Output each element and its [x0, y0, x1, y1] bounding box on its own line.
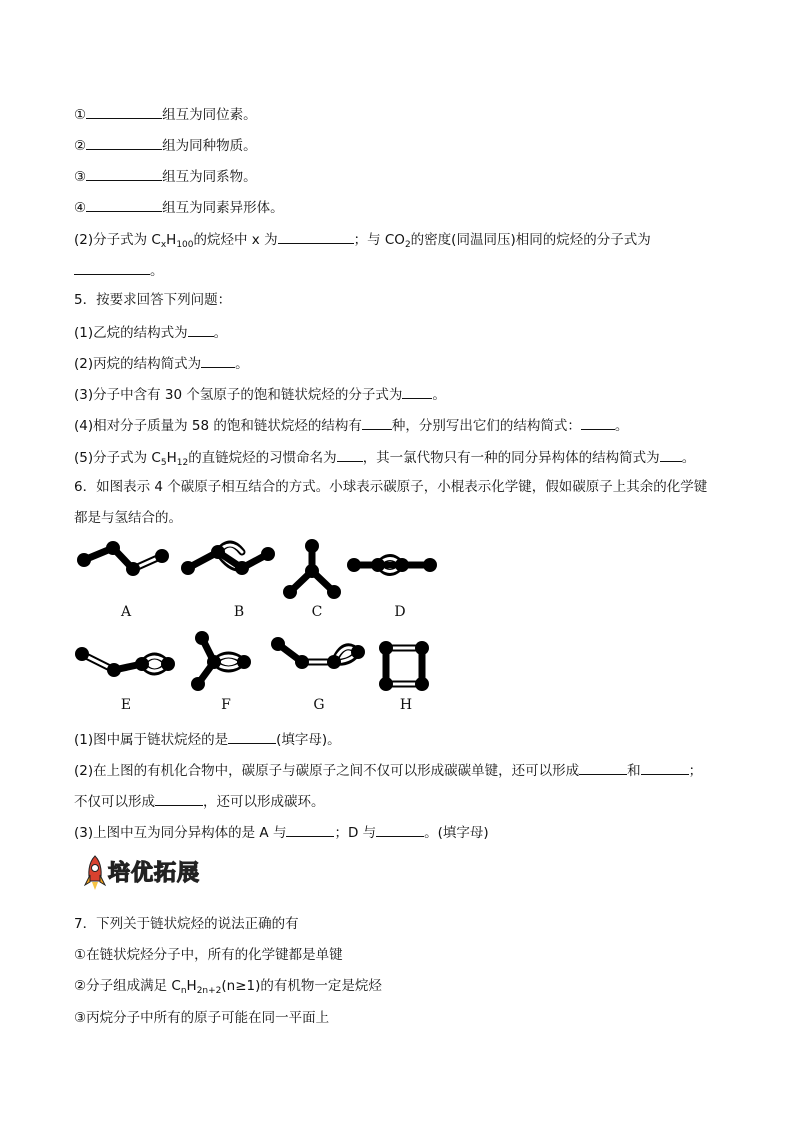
q5-part4 [74, 415, 628, 435]
text: (2)分子式为 C [74, 232, 161, 248]
answer-blank[interactable] [660, 447, 682, 462]
text: (2)丙烷的结构简式为 [74, 356, 202, 372]
q7-statement-2 [74, 977, 382, 995]
circled-marker: ② [74, 138, 87, 154]
answer-blank[interactable] [188, 322, 214, 337]
text: ；与 CO [353, 232, 405, 248]
text: (1)乙烷的结构式为 [74, 325, 188, 341]
molecule-b [180, 536, 280, 580]
q5-part3 [74, 384, 446, 404]
text: (4)相对分子质量为 58 的饱和链状烷烃的结构有 [74, 418, 362, 434]
answer-blank[interactable] [74, 260, 150, 275]
q4-item-2 [74, 135, 257, 155]
text: (1)图中属于链状烷烃的是 [74, 732, 229, 748]
q4-part2 [74, 229, 651, 249]
subscript: n [180, 986, 187, 996]
item-text: 组为同种物质。 [162, 138, 257, 154]
q4-part2-cont [74, 260, 164, 280]
subscript: 100 [176, 240, 194, 250]
label-d: D [394, 604, 406, 620]
text: (2)在上图的有机化合物中，碳原子与碳原子之间不仅可以形成碳碳单键，还可以形成 [74, 763, 580, 779]
molecule-c [280, 538, 344, 602]
q6-part1 [74, 729, 341, 749]
text: (n≥1)的有机物一定是烷烃 [221, 978, 382, 994]
q6-part3 [74, 822, 489, 842]
q4-item-3 [74, 166, 257, 186]
answer-blank[interactable] [86, 104, 162, 119]
answer-blank[interactable] [376, 822, 424, 837]
q5-part5 [74, 447, 695, 467]
text: ，其一氯代物只有一种的同分异构体的结构简式为 [362, 450, 660, 466]
text: ，还可以形成碳环。 [203, 794, 325, 810]
rocket-icon [84, 855, 106, 891]
text: 。 [432, 387, 446, 403]
text: (填字母)。 [276, 732, 341, 748]
text: (3)分子中含有 30 个氢原子的饱和链状烷烃的分子式为 [74, 387, 403, 403]
subscript: 2n+2 [196, 986, 222, 996]
item-text: 组互为同位素。 [162, 107, 257, 123]
q6-title-line2: 都是与氢结合的。 [74, 510, 182, 526]
q6-title-line1: 6．如图表示 4 个碳原子相互结合的方式。小球表示碳原子，小棍表示化学键，假如碳原子上其余的化学键 [74, 479, 708, 495]
q7-title: 7．下列关于链状烷烃的说法正确的有 [74, 916, 299, 932]
label-e: E [120, 697, 132, 713]
section-banner: 培优拓展 [108, 861, 201, 886]
subscript: x [160, 240, 167, 250]
q5-part1 [74, 322, 227, 342]
q4-item-4 [74, 197, 284, 217]
molecule-h [376, 638, 432, 694]
item-text: 组互为同素异形体。 [162, 200, 284, 216]
circled-marker: ① [74, 107, 87, 123]
molecule-a [76, 540, 176, 580]
text: 的直链烷烃的习惯命名为 [188, 450, 337, 466]
text: 。 [150, 263, 164, 279]
text: 和 [627, 763, 641, 779]
molecule-d [346, 550, 438, 580]
answer-blank[interactable] [581, 415, 615, 430]
text: H [186, 978, 197, 994]
molecule-g [270, 634, 370, 674]
answer-blank[interactable] [337, 447, 363, 462]
label-c: C [311, 604, 323, 620]
text: (5)分子式为 C [74, 450, 161, 466]
q4-item-1 [74, 104, 257, 124]
answer-blank[interactable] [362, 415, 392, 430]
label-g: G [313, 697, 325, 713]
q5-part2 [74, 353, 249, 373]
label-f: F [221, 697, 231, 713]
label-h: H [399, 697, 413, 713]
answer-blank[interactable] [155, 791, 203, 806]
text: 的密度(同温同压)相同的烷烃的分子式为 [410, 232, 651, 248]
q7-statement-3: ③丙烷分子中所有的原子可能在同一平面上 [74, 1010, 330, 1026]
subscript: 2 [404, 240, 411, 250]
q7-statement-1: ①在链状烷烃分子中，所有的化学键都是单键 [74, 947, 343, 963]
answer-blank[interactable] [86, 166, 162, 181]
text: 。 [213, 325, 228, 341]
text: H [166, 450, 177, 466]
text: 。 [235, 356, 249, 372]
circled-marker: ③ [74, 169, 87, 185]
item-text: 组互为同系物。 [162, 169, 257, 185]
text: 。 [681, 450, 696, 466]
molecule-f [186, 630, 260, 692]
text: 。(填字母) [424, 825, 489, 841]
q6-part2-cont [74, 791, 325, 811]
text: ；D 与 [334, 825, 377, 841]
answer-blank[interactable] [641, 760, 689, 775]
q6-part2 [74, 760, 702, 780]
answer-blank[interactable] [402, 384, 432, 399]
subscript: 5 [160, 458, 167, 468]
molecule-e [74, 644, 178, 680]
answer-blank[interactable] [286, 822, 334, 837]
text: ②分子组成满足 C [74, 978, 181, 994]
text: H [166, 232, 177, 248]
circled-marker: ④ [74, 200, 87, 216]
text: 。 [614, 418, 629, 434]
label-a: A [120, 604, 132, 620]
answer-blank[interactable] [278, 229, 354, 244]
answer-blank[interactable] [228, 729, 276, 744]
q5-title: 5．按要求回答下列问题： [74, 292, 232, 308]
answer-blank[interactable] [201, 353, 235, 368]
answer-blank[interactable] [86, 135, 162, 150]
answer-blank[interactable] [579, 760, 627, 775]
text: 的烷烃中 x 为 [193, 232, 278, 248]
answer-blank[interactable] [86, 197, 162, 212]
text: ； [688, 763, 703, 779]
text: 种，分别写出它们的结构简式： [391, 418, 581, 434]
label-b: B [233, 604, 245, 620]
subscript: 12 [176, 458, 189, 468]
text: (3)上图中互为同分异构体的是 A 与 [74, 825, 287, 841]
text: 不仅可以形成 [74, 794, 155, 810]
